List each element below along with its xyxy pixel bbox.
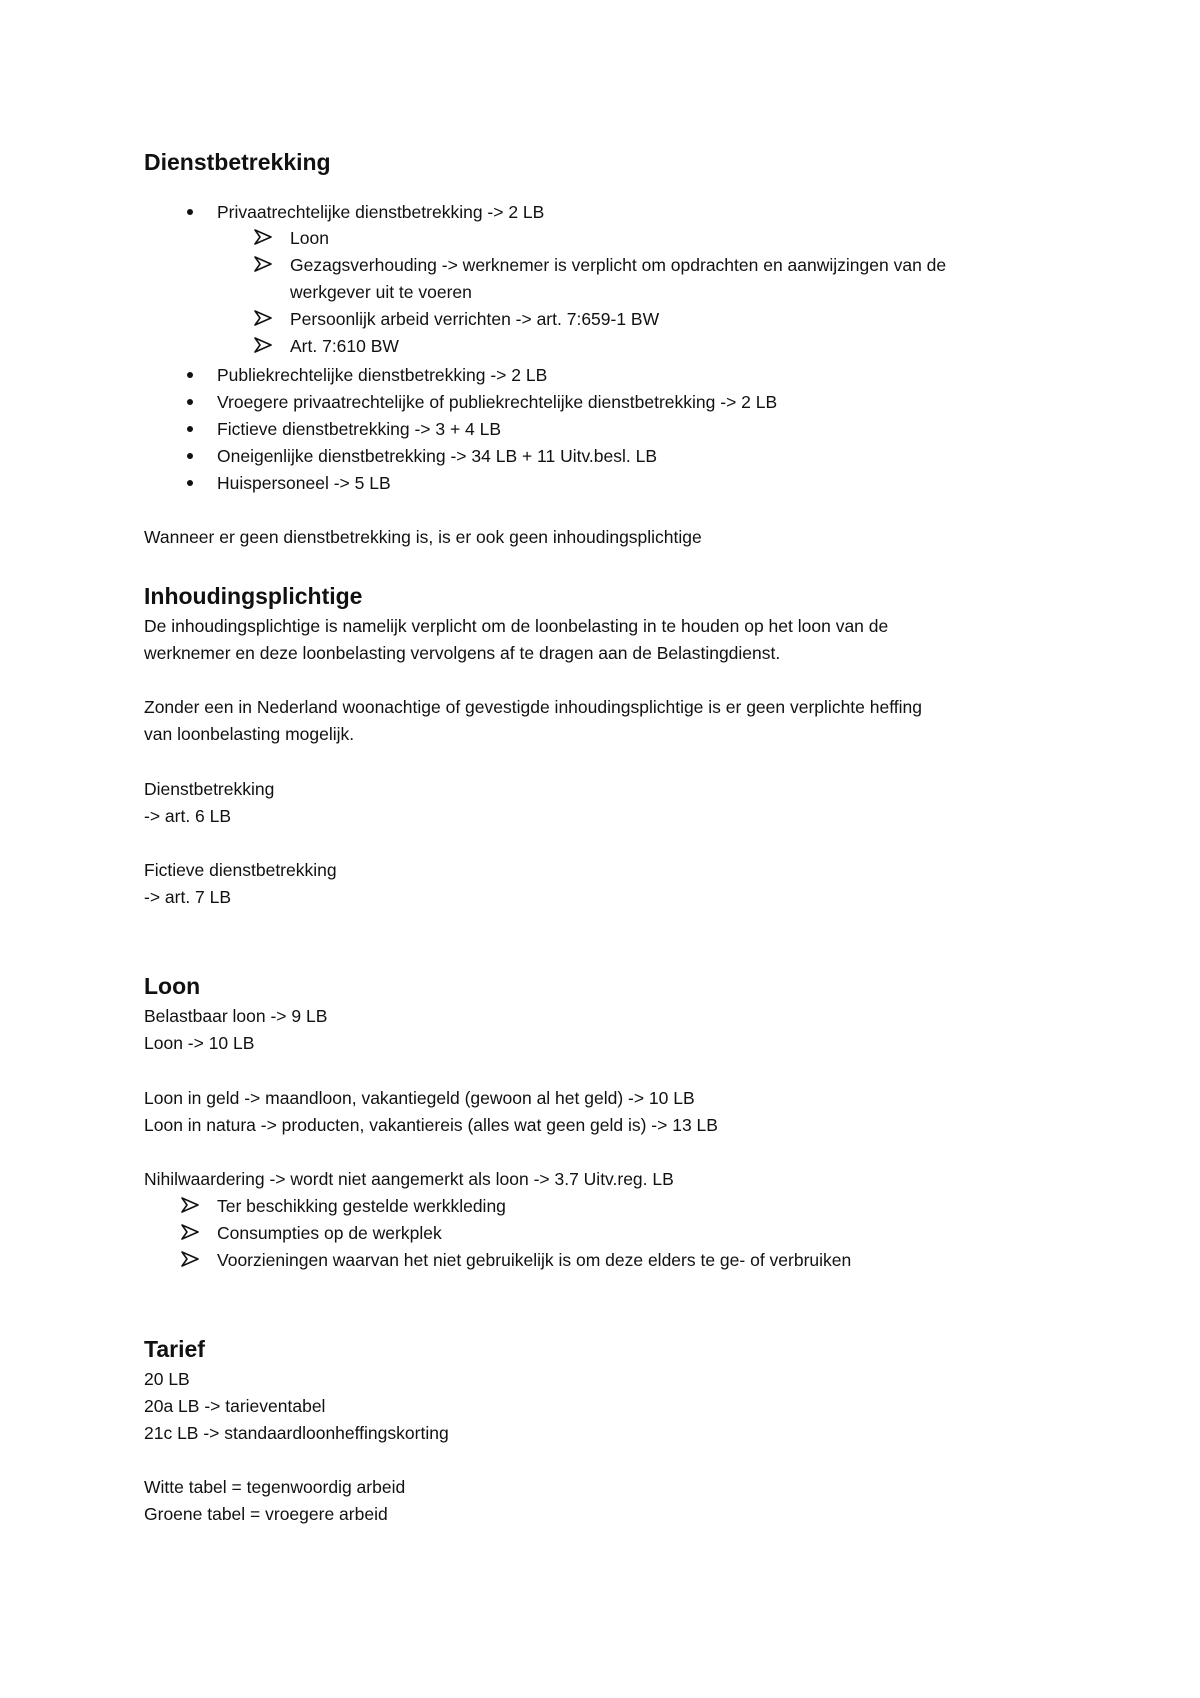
arrowhead-icon — [181, 1224, 199, 1240]
heading-tarief: Tarief — [144, 1336, 205, 1362]
list-item: Huispersoneel -> 5 LB — [217, 473, 391, 493]
paragraph-line: Groene tabel = vroegere arbeid — [144, 1504, 388, 1524]
arrowhead-icon — [181, 1251, 199, 1267]
list-subitem: Voorzieningen waarvan het niet gebruikelijk is om deze elders te ge- of verbruiken — [217, 1250, 852, 1270]
bullet-dot-icon — [187, 372, 193, 378]
paragraph-line: werknemer en deze loonbelasting vervolgens af te dragen aan de Belastingdienst. — [144, 643, 781, 663]
paragraph-line: -> art. 6 LB — [144, 806, 232, 826]
paragraph-line: 20a LB -> tarieventabel — [144, 1396, 326, 1416]
bullet-dot-icon — [187, 209, 193, 215]
paragraph-line: Loon in geld -> maandloon, vakantiegeld (gewoon al het geld) -> 10 LB — [144, 1088, 695, 1108]
list-item: Privaatrechtelijke dienstbetrekking -> 2 LB — [217, 202, 545, 222]
paragraph-line: Belastbaar loon -> 9 LB — [144, 1006, 328, 1026]
list-subitem: Gezagsverhouding -> werknemer is verplicht om opdrachten en aanwijzingen van de — [290, 255, 947, 275]
arrowhead-icon — [254, 310, 272, 326]
bullet-dot-icon — [187, 453, 193, 459]
list-item: Oneigenlijke dienstbetrekking -> 34 LB + 11 Uitv.besl. LB — [217, 446, 658, 466]
list-item: Publiekrechtelijke dienstbetrekking -> 2 LB — [217, 365, 548, 385]
list-item: Fictieve dienstbetrekking -> 3 + 4 LB — [217, 419, 502, 439]
paragraph-line: -> art. 7 LB — [144, 887, 232, 907]
bullet-dot-icon — [187, 426, 193, 432]
heading-loon: Loon — [144, 973, 201, 999]
arrowhead-icon — [254, 229, 272, 245]
list-subitem: Consumpties op de werkplek — [217, 1223, 442, 1243]
paragraph-line: Loon in natura -> producten, vakantiereis (alles wat geen geld is) -> 13 LB — [144, 1115, 718, 1135]
list-subitem: Art. 7:610 BW — [290, 336, 399, 356]
paragraph-line: De inhoudingsplichtige is namelijk verplicht om de loonbelasting in te houden op het loon van de — [144, 616, 889, 636]
paragraph-line: 20 LB — [144, 1369, 190, 1389]
arrowhead-icon — [181, 1197, 199, 1213]
paragraph-line: Witte tabel = tegenwoordig arbeid — [144, 1477, 406, 1497]
arrowhead-icon — [254, 337, 272, 353]
list-subitem: Ter beschikking gestelde werkkleding — [217, 1196, 506, 1216]
bullet-dot-icon — [187, 480, 193, 486]
note-paragraph: Wanneer er geen dienstbetrekking is, is er ook geen inhoudingsplichtige — [144, 527, 702, 547]
list-subitem-continuation: werkgever uit te voeren — [290, 282, 472, 302]
paragraph-line: Zonder een in Nederland woonachtige of gevestigde inhoudingsplichtige is er geen verplichte heffing — [144, 697, 922, 717]
heading-inhoudingsplichtige: Inhoudingsplichtige — [144, 583, 363, 609]
bullet-dot-icon — [187, 399, 193, 405]
paragraph-line: Dienstbetrekking — [144, 779, 275, 799]
paragraph-line: Loon -> 10 LB — [144, 1033, 255, 1053]
paragraph-line: 21c LB -> standaardloonheffingskorting — [144, 1423, 449, 1443]
list-subitem: Persoonlijk arbeid verrichten -> art. 7:659-1 BW — [290, 309, 660, 329]
paragraph-line: Fictieve dienstbetrekking — [144, 860, 337, 880]
list-item: Vroegere privaatrechtelijke of publiekrechtelijke dienstbetrekking -> 2 LB — [217, 392, 778, 412]
list-subitem: Loon — [290, 228, 329, 248]
paragraph-line: van loonbelasting mogelijk. — [144, 724, 355, 744]
heading-dienstbetrekking: Dienstbetrekking — [144, 149, 331, 175]
paragraph-line: Nihilwaardering -> wordt niet aangemerkt als loon -> 3.7 Uitv.reg. LB — [144, 1169, 674, 1189]
arrowhead-icon — [254, 256, 272, 272]
